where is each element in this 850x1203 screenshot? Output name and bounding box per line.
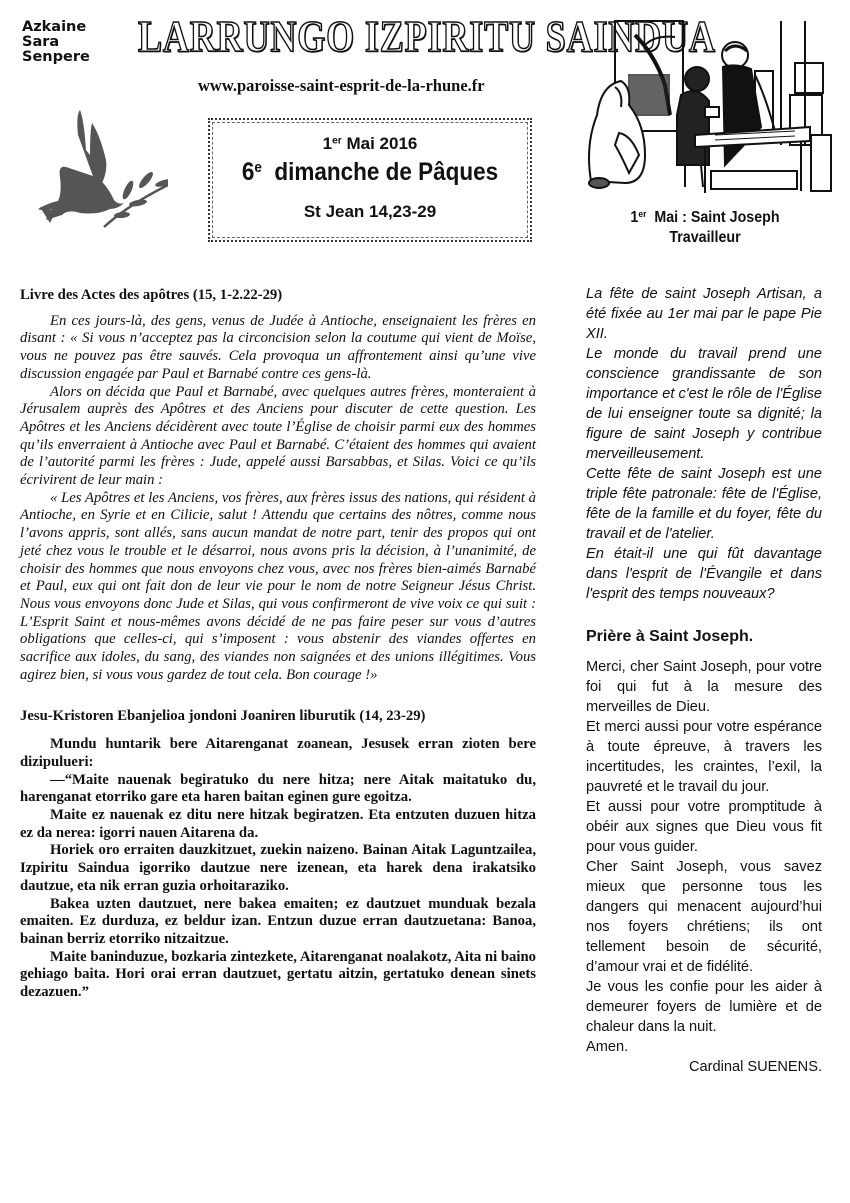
- gospel-paragraph: Maite ez nauenak ez ditu nere hitzak begiratzen. Eta entzuten duzuen hitza ez da nerea: igorri nauen Aitarena da.: [20, 806, 536, 841]
- masthead-title: LARRUNGO IZPIRITU SAINDUA: [138, 12, 716, 61]
- gospel-reading: [20, 708, 536, 1001]
- intro-paragraph: Cette fête de saint Joseph est une triple fête patronale: fête de l'Église, fête de la famille et du foyer, fête du travail et de l'atelier.: [586, 466, 822, 542]
- intro-paragraph: Le monde du travail prend une conscience grandissante de son importance et c'est le rôle de l'Église de lui enseigner toute sa dignité; la figure de saint Joseph y contribue merveilleusement.: [586, 346, 822, 462]
- date-box: [208, 118, 532, 242]
- website-link[interactable]: www.paroisse-saint-esprit-de-la-rhune.fr: [198, 76, 485, 95]
- prayer-paragraph: Et merci aussi pour votre espérance à toute épreuve, à travers les incertitudes, les craintes, l’exil, la pauvreté et le travail du jour.: [586, 719, 822, 795]
- gospel-reference: St Jean 14,23-29: [303, 202, 437, 221]
- prayer-signature: Cardinal SUENENS.: [688, 1059, 822, 1075]
- saint-joseph-intro: [586, 284, 822, 604]
- illustration-caption: [599, 204, 811, 248]
- prayer-paragraph: Amen.: [586, 1039, 629, 1055]
- prayer-text: [586, 657, 822, 1057]
- reading-paragraph: « Les Apôtres et les Anciens, vos frères, aux frères issus des nations, qui résident à Antioche, en Syrie et en Cilicie, salut ! Attendu que certains des nôtres, comme nous l’avons appris, sont allés, sans aucun mandat de notre part, tenir des propos qui ont jeté chez vous le trouble et le désarroi, nous avons pris la décision, à l’unanimité, de choisir des hommes que nous envoyons chez vous, avec nos frères bien-aimés Barnabé et Paul, eux qui ont fait don de leur vie pour le nom de notre Seigneur Jésus Christ. Nous vous envoyons donc Jude et Silas, qui vous confirmeront de vive voix ce qui suit : L’Esprit Saint et nous-mêmes avons décidé de ne pas faire peser sur vous d’autres obligations que celles-ci, qui s’imposent : vous abstenir des viandes offertes en sacrifice aux idoles, du sang, des viandes non saignées et des unions illégitimes. Vous agirez bien, si vous vous gardez de tout cela. Bon courage !»: [20, 489, 536, 683]
- dove-with-olive-branch-icon: [18, 105, 168, 235]
- intro-paragraph: La fête de saint Joseph Artisan, a été fixée au 1er mai par le pape Pie XII.: [586, 286, 822, 342]
- reading-paragraph: Alors on décida que Paul et Barnabé, avec quelques autres frères, monteraient à Jérusalem auprès des Apôtres et des Anciens pour discuter de cette question. Les Apôtres et les Anciens décidèrent avec toute l’Église de choisir parmi eux des hommes qu’ils enverraient à Antioche avec Paul et Barnabé. C’étaient des hommes qui avaient de l’autorité parmi les frères : Jude, appelé aussi Barsabbas, et Silas. Voici ce qu’ils écrivirent de leur main :: [20, 383, 536, 489]
- gospel-title: Jesu-Kristoren Ebanjelioa jondoni Joaniren liburutik (14, 23-29): [20, 708, 426, 725]
- caption-line-2: Travailleur: [669, 229, 741, 247]
- gospel-paragraph: Horiek oro erraiten dauzkitzuet, zuekin naizeno. Bainan Aitak Laguntzailea, Izpiritu Saindua igorriko dautzue nere izenean, eta harek dena irakatsiko dautzue, eta nik erran guzia orhoitaraziko.: [20, 842, 536, 894]
- gospel-paragraph: Bakea uzten dautzuet, nere bakea emaiten; ez dautzuet munduak bezala emaiten. Ez durduza, ez beldur izan. Entzun duzue erran dautzuetana: Banoa, bainan berriz etorriko nitzaitzue.: [20, 895, 536, 947]
- first-reading: [20, 287, 536, 684]
- reading-paragraph: En ces jours-là, des gens, venus de Judée à Antioche, enseignaient les frères en disant : « Si vous n’acceptez pas la circoncision selon la coutume qui vient de Moïse, vous ne pouvez pas être sauvés. Cela provoqua un affrontement ainsi qu’une vive discussion engagée par Paul et Barnabé contre ces gens-là.: [20, 312, 536, 382]
- prayer-paragraph: Je vous les confie pour les aider à demeurer foyers de lumière et de chaleur dans la nuit.: [586, 979, 822, 1035]
- gospel-paragraph: —“Maite nauenak begiratuko du nere hitza; nere Aitak maitatuko du, harenganat etorriko gare eta haren baitan eginen gure egoitza.: [20, 771, 536, 806]
- parish-names: [22, 20, 90, 65]
- reading-title: Livre des Actes des apôtres (15, 1-2.22-29): [20, 287, 283, 303]
- prayer-paragraph: Cher Saint Joseph, vous savez mieux que personne tous les dangers qui menacent aujourd’hui nos foyers chrétiens; ils ont tellement besoin de sécurité, d’amour vrai et de fidélité.: [586, 859, 822, 975]
- liturgical-sunday: 6e dimanche de Pâques: [241, 158, 499, 186]
- caption-line-1: 1er Mai : Saint Joseph: [630, 209, 780, 227]
- parish-name: Azkaine: [22, 19, 87, 35]
- sunday-date: 1er Mai 2016: [322, 134, 418, 153]
- parish-name: Sara: [22, 34, 60, 50]
- main-column: [20, 287, 536, 1002]
- gospel-paragraph: Mundu huntarik bere Aitarenganat zoanean, Jesusek erran zioten bere dizipulueri:: [20, 736, 536, 770]
- prayer-paragraph: Merci, cher Saint Joseph, pour votre foi qui fut à la mesure des merveilles de Dieu.: [586, 659, 822, 715]
- prayer-title: Prière à Saint Joseph.: [586, 628, 754, 645]
- prayer-paragraph: Et aussi pour votre promptitude à obéir aux signes que Dieu vous fit pour vous guider.: [586, 799, 822, 855]
- holy-family-workshop-illustration: [585, 15, 835, 195]
- intro-paragraph: En était-il une qui fût davantage dans l'esprit de l'Évangile et dans l'esprit des temps nouveaux?: [586, 546, 822, 602]
- parish-name: Senpere: [22, 49, 90, 65]
- sidebar-column: [586, 284, 822, 1077]
- gospel-paragraph: Maite baninduzue, bozkaria zintezkete, Aitarenganat noalakotz, Aita ni baino gehiago baita. Hori orai erran dautzuet, gertatu aitzin, gertatuko denean sinets dezazuen.”: [20, 948, 536, 1001]
